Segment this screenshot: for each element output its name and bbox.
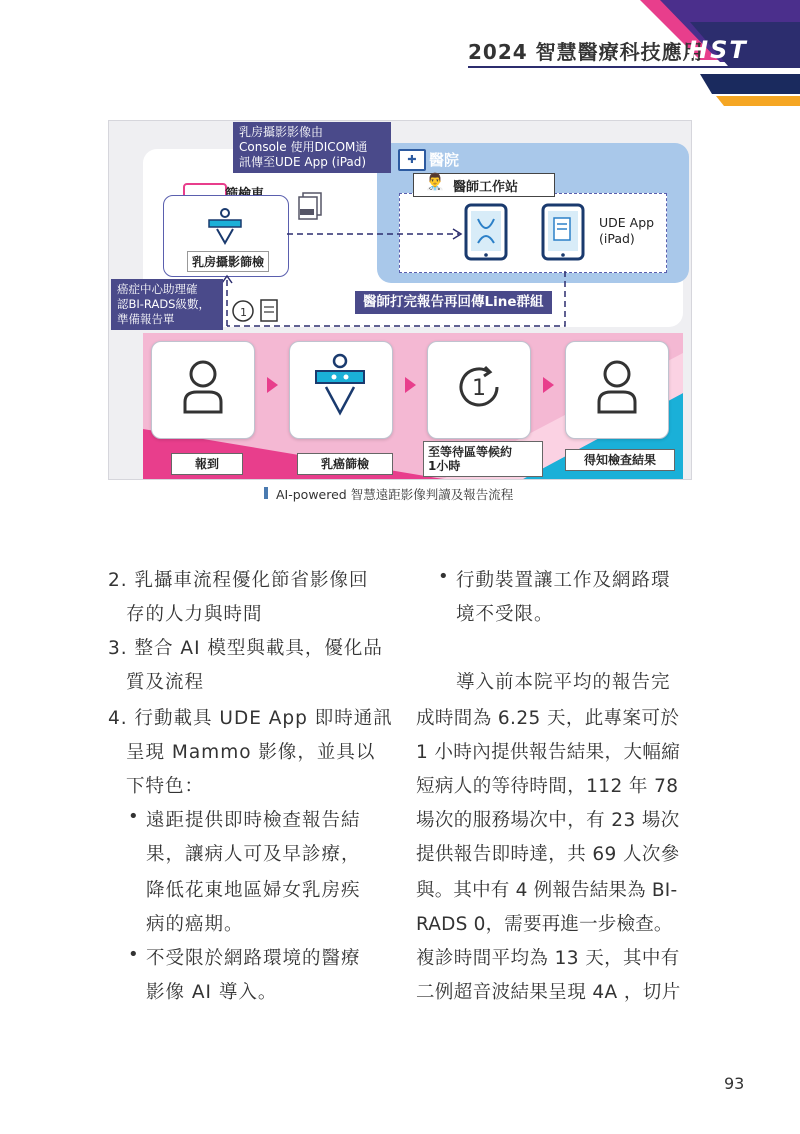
- right-line-5: 1 小時內提供報告結果，大幅縮: [416, 742, 681, 763]
- left-line-1: 2. 乳攝車流程優化節省影像回: [108, 570, 369, 591]
- workstation-label: 醫師工作站: [453, 180, 519, 195]
- left-line-2: 存的人力與時間: [126, 604, 263, 625]
- left-line-6: 呈現 Mammo 影像，並具以: [126, 742, 376, 763]
- screening-label: 乳房攝影篩檢: [187, 251, 269, 272]
- left-line-5: 4. 行動載具 UDE App 即時通訊: [108, 708, 393, 729]
- left-line-12: 不受限於網路環境的醫療: [146, 948, 361, 969]
- svg-text:1: 1: [240, 306, 247, 319]
- left-line-7: 下特色：: [126, 776, 205, 797]
- header-rule: [468, 66, 800, 68]
- right-line-6: 短病人的等待時間，112 年 78: [416, 776, 679, 797]
- header-title: 2024 智慧醫療科技應用: [468, 40, 704, 64]
- person-icon: [593, 356, 641, 416]
- step-label-result: 得知檢查結果: [565, 449, 675, 471]
- figure-caption: AI-powered 智慧遠距影像判讀及報告流程: [276, 487, 514, 502]
- bullet-dot: •: [128, 806, 139, 827]
- right-line-11: 複診時間平均為 13 天，其中有: [416, 948, 680, 969]
- step-label-waiting: 至等待區等候約 1小時: [423, 441, 543, 477]
- svg-text:1: 1: [472, 376, 486, 401]
- doctor-icon: 👨‍⚕: [425, 172, 445, 191]
- left-line-10: 降低花東地區婦女乳房疾: [146, 880, 361, 901]
- step-arrow: [405, 377, 416, 393]
- cancer-center-label: 癌症中心助理確 認BI-RADS級數， 準備報告單: [111, 279, 223, 330]
- bullet-dot: •: [438, 566, 449, 587]
- right-line-12: 二例超音波結果呈現 4A ，切片: [416, 982, 681, 1003]
- right-line-10: RADS 0，需要再進一步檢查。: [416, 914, 673, 935]
- right-line-4: 成時間為 6.25 天，此專案可於: [416, 708, 680, 729]
- right-line-3: 導入前本院平均的報告完: [456, 672, 671, 693]
- ude-app-label: UDE App (iPad): [599, 215, 655, 246]
- step-arrow: [267, 377, 278, 393]
- step-label-screening: 乳癌篩檢: [297, 453, 393, 475]
- step-arrow: [543, 377, 554, 393]
- bullet-dot: •: [128, 944, 139, 965]
- dicom-transfer-label: 乳房攝影影像由 Console 使用DICOM通 訊傳至UDE App (iPad): [233, 122, 391, 173]
- hospital-icon: ✚: [398, 149, 426, 171]
- left-line-13: 影像 AI 導入。: [146, 982, 278, 1003]
- right-line-2: 境不受限。: [456, 604, 554, 625]
- hst-logo: HST: [688, 36, 748, 64]
- left-line-3: 3. 整合 AI 模型與載具，優化品: [108, 638, 383, 659]
- page-number: 93: [724, 1074, 745, 1093]
- right-line-1: 行動裝置讓工作及網路環: [456, 570, 671, 591]
- left-line-4: 質及流程: [126, 672, 205, 693]
- workflow-figure: [108, 120, 692, 480]
- left-line-11: 病的癌期。: [146, 914, 244, 935]
- timer-doc-icon: [231, 297, 283, 325]
- mammography-machine-icon: [314, 353, 366, 419]
- right-line-8: 提供報告即時達，共 69 人次參: [416, 844, 680, 865]
- clock-icon: [453, 361, 505, 413]
- hospital-label: 醫院: [429, 151, 460, 169]
- left-line-8: 遠距提供即時檢查報告結: [146, 810, 361, 831]
- right-line-7: 場次的服務場次中，有 23 場次: [416, 810, 680, 831]
- left-line-9: 果，讓病人可及早診療，: [146, 844, 361, 865]
- person-icon: [179, 356, 227, 416]
- right-line-9: 與。其中有 4 例報告結果為 BI-: [416, 880, 678, 901]
- step-label-checkin: 報到: [171, 453, 243, 475]
- report-upload-label: 醫師打完報告再回傳Line群組: [355, 291, 552, 314]
